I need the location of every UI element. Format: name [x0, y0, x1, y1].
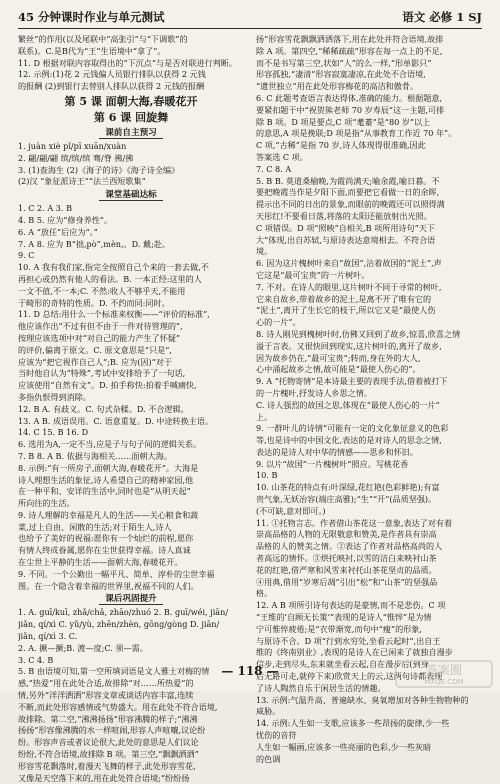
answer-line: 2. A. 撅—撅;B. 渡—度;C. 须—需。 — [18, 642, 148, 653]
answer-line: 4. B 5. 应为“修身养性”。 — [18, 214, 113, 225]
watermark-logo — [394, 659, 494, 689]
answer-line: 10. 山茶花的特点有:叶深绿,花红艳(色彩鲜艳);有富 — [256, 482, 440, 493]
section-heading-text: 课堂基础达标 — [99, 190, 163, 201]
answer-line: 感,“热爱”用在此处合适,故排除“对……所热爱”的 — [18, 678, 194, 689]
answer-line: 人生如一幅画,应该多一些亮丽的色彩,少一些灰暗 — [256, 741, 432, 752]
answer-line: 情,另外“洋洋洒洒”形容文章或谈话内容丰富,连续 — [18, 690, 194, 701]
answer-line: 6. 因为这片槐树叶来自“故国”,沾着故国的“泥土”,声 — [256, 258, 442, 269]
answer-line: 14. 示例:人生如一支歌,应该多一些昂扬的旋律,少一些 — [256, 718, 450, 729]
answer-line: 除 A 项。第四空,“稀稀疏疏”形容在每一点上的不足, — [256, 45, 443, 56]
lesson-title: 第 6 课 回旋舞 — [93, 110, 169, 124]
answer-line: 的意思,A 项是挽联;D 项是指“从事教育工作近 70 年”。 — [256, 128, 457, 139]
answer-line: 6. C 此题考查语言表达得体,准确的能力。根据题意, — [256, 92, 443, 103]
section-heading — [18, 593, 244, 606]
answer-line: 也给予了美好的祝福:愿你有一个灿烂的前程,愿你 — [18, 533, 194, 544]
answer-line: 答案选 C 项。 — [256, 151, 308, 162]
answer-line: 花的红艳,借严寒和风雪来衬托山茶花坚贞的品质。 — [256, 564, 437, 575]
answer-line: 形容雪花飘落时,着漫天飞舞的样子,此处形容雪花, — [18, 760, 196, 771]
answer-line: C. 诗人强烈的故国之思,体现在“最使人伤心的一片” — [256, 399, 440, 410]
answer-line: “王维的‘自顾无长策’”表现的是诗人“惟悴”是为情 — [256, 612, 432, 623]
answer-line: 扬”形容雪花飘飘洒洒落下,用在此处并符合语境,故排 — [256, 34, 444, 44]
section-heading-text: 课前自主预习 — [99, 128, 163, 139]
answer-line: 14. C 15. B 16. D — [18, 427, 89, 438]
answer-line: 12. B A. 有歧义。C. 句式杂糅。D. 不合逻辑。 — [18, 403, 189, 414]
answer-line: 它来自故乡,带着故乡的泥土,是离不开了唯有它的 — [256, 293, 432, 304]
answer-line: jiǎn, qí/xì C. yǔ/yù, zhēn/zhèn, gōng/gòng D. jiān/ — [18, 619, 220, 630]
section-heading — [18, 127, 244, 140]
answer-line: 1. juàn xiè pǐ/pī xuān/xuàn — [18, 140, 127, 151]
answer-line: 品格的人的赞美之情。②表达了作者对品格高尚的人 — [256, 541, 443, 552]
answer-line: 表达的是诗人对中华的情感——思乡和怀旧。 — [256, 446, 418, 457]
answer-line: 8. 诗人刚见到槐树叶时,仿佛又回到了故乡,惊喜,欣喜之情 — [256, 328, 461, 339]
answer-line: 所向往的生活。 — [18, 498, 75, 509]
answer-line: (2)汉 “象征派诗王”“法兰西短歌集” — [18, 176, 146, 187]
answer-line: 繁丝”的作用(以及尾联中“高张引”与“下调歌”的 — [18, 34, 188, 44]
answer-line: 多指仇恨得到消除。 — [18, 391, 91, 402]
answer-line: 应该为“把它视作自己人”;B. 应为(因)“对于 — [18, 356, 172, 367]
answer-line: C 项,“古稀”是指 70 岁,诗人体现得很准确,因此 — [256, 140, 426, 151]
answer-line: 7. A 8. 应为 B“拙,pò”,mèn,。D. 戴;赴。 — [18, 238, 170, 249]
answer-line: 9. 一群叶儿的诗情“可能有一定的文化象征意义的色彩 — [256, 423, 449, 434]
answer-line: ④用典,借用“岁寒后凋”引出“松”和“山茶”的坚强品 — [256, 576, 438, 587]
answer-line: 格。 — [256, 588, 273, 599]
answer-line: 1. A. guī/kuī, zhǎ/chǎ, zhāo/zhuó 2. B. guī/wéi, jiān/ — [18, 607, 229, 618]
answer-line: 11. D 根据对联内容取得出的“下沉点”与是否对联进行判断。 — [18, 57, 237, 68]
answer-line: 7. C 8. A — [256, 163, 292, 174]
answer-line: 6. 选用为A,一定不当,应是子与句子间的逻辑关系。 — [18, 439, 202, 450]
answer-line: 11. D 总结:用什么一个标准来权衡——“评价的标准”, — [18, 309, 210, 320]
answer-line: C 项错误。D 项“照映”自相关,B 项所用诗句“天下 — [256, 222, 435, 233]
answer-line: 的色调 — [256, 753, 281, 764]
answer-line: 信步,走到尽头,东来就坐看云起,自在漫步后(到身 — [256, 659, 429, 670]
answer-line: 当时他自认为“特殊”,考试中安排给予了一句话, — [18, 368, 186, 379]
answer-line: 与原诗不合。D 项“行到水穷处,坐看云起时”,出自王 — [256, 635, 441, 646]
watermark-text: 答案圈 — [425, 663, 463, 677]
section-heading-text: 课后巩固提升 — [99, 594, 163, 605]
answer-line: 11. ①托物言志。作者借山茶花这一意象,表达了对有着 — [256, 517, 453, 528]
answer-line: 威胁。 — [256, 706, 281, 717]
answer-line: 又像是天空落下来的,用在此处符合语境;“纷纷扬 — [18, 772, 190, 783]
answer-line: 12. 示例:(1)花 2 元钱偏人员银行排队以获得 2 元钱 — [18, 69, 206, 80]
answer-line: 按理应该选项中对“对自己的能力产生了怀疑” — [18, 332, 181, 343]
answer-line: 后无路可走,就停下来)欣赏天上的云,这两句诗都表现 — [256, 671, 443, 682]
answer-line: 联系)。C.是B代为“王”生语境中“拿了”。 — [18, 45, 166, 56]
subject-label: 语文 必修 1 SJ — [402, 10, 482, 24]
book-title: 45 分钟课时作业与单元测试 — [18, 10, 165, 24]
answer-line: (不可缺,意对即可。) — [256, 505, 326, 516]
answer-line: 9. 以片“故国”一片槐树叶”照应。写桃花香 — [256, 458, 409, 469]
answer-line: 10. A 我有我们家,指完全按照自己个来的一套去做,不 — [18, 262, 209, 273]
answer-line: 扬扬”形容像沸腾的水一样喧闹,形容人声喧嚷,议论纷 — [18, 725, 206, 736]
answer-line: 13. 示例:气温升高、普遍缺水、臭氧增加对各种生物物种的 — [256, 694, 469, 705]
answer-line: 大”体现,出自苏轼,与原诗表达意境相去。不符合语 — [256, 234, 436, 245]
answer-line: 12. A B 项所引诗句表达的是豪情,而不是悲伤。C 项 — [256, 600, 446, 611]
answer-line: 宁可惟悴疲倦;是“衣带渐宽,而句中“瘦”的形象, — [256, 623, 422, 634]
answer-line: 的一片槐叶,抒发诗人乡思之情。 — [256, 387, 372, 398]
answer-line: 诗人理想生活的象征,诗人希望自己的精神家园,他 — [18, 474, 194, 485]
answer-line: 再担心或仍然有他人的看法。B. 一本正经:这里的人 — [18, 273, 202, 284]
answer-line: 崇高品格的人物的无限敬意和赞美,是作者具有崇高 — [256, 529, 437, 540]
answer-line: 的评价,偏离于原文。C. 原文意思是“只是”, — [18, 344, 172, 355]
answer-line: 2. 翩/翩/翩 缤/缤/缤 骞/脊 拂/拂 — [18, 152, 134, 163]
answer-line: 应该使用“自然有文”。D. 拍手称快:拍着手喊痛快, — [18, 380, 197, 391]
answer-line: 上。 — [256, 411, 273, 422]
answer-line: 提示出不同的日出的景象,而眼前的晚霞还可以照得满 — [256, 199, 445, 210]
answer-line: 7. 不对。在诗人的眼里,这片树叶不同于寻常的树叶, — [256, 281, 442, 292]
page-number: — 118 — — [221, 664, 279, 678]
answer-line: 菜,过上自由、闲散的生活;对于陌生人,诗人 — [18, 521, 172, 532]
answer-line: 在一种平和、安详的生活中,同时也是“从明天起” — [18, 486, 191, 497]
answer-line: 境。 — [256, 246, 273, 257]
answer-line: 纷。形容声音或者议论很大,此处的意思是人们议论 — [18, 737, 199, 748]
answer-line: 它这是“最可宝贵”的一片树叶。 — [256, 269, 370, 280]
answer-line: 5. B 由语境可知,第一空所填词语是文人雅士对梅的情 — [18, 666, 210, 677]
answer-line: “遗世独立”用在此处形容梅花的高洁和傲骨。 — [256, 81, 419, 92]
watermark-url: MXQE.COM — [424, 678, 464, 686]
answer-line: 维的《终南别业》,表现的是诗人在已闲来了就独自漫步 — [256, 647, 453, 658]
answer-line: 了诗人陶然自乐于闲居生活的情趣。 — [256, 682, 386, 693]
answer-line: 3. C 4. B — [18, 654, 54, 665]
page-header — [18, 6, 482, 29]
answer-line: 形容孤独,“凄清”形容寂寞凄凉,在此处不合语境, — [256, 69, 426, 80]
answer-line: 一文不值,不一本;C. 不然:收人不够乎天,不能用 — [18, 285, 186, 296]
answer-line: 5. B B. 莫道桑榆晚,为霞尚满天;喻余霞,喻日暮。不 — [256, 175, 440, 186]
answer-line: 忧伤的音符 — [256, 730, 297, 741]
answer-line: 7. B 8. A B. 依据与海相关……面朝大海。 — [18, 450, 172, 461]
answer-line: 他应该作出“不过有但不由于一件对待管理的”, — [18, 321, 183, 332]
answer-line: “泥土”,离开了生长它的枝干,所以它又是“最使人伤 — [256, 305, 436, 316]
answer-line: 10. B — [256, 470, 278, 481]
right-column — [256, 34, 482, 765]
answer-line: 的报酬 (2)到银行去替别人排队以获得 2 元钱的报酬 — [18, 81, 205, 92]
lesson-title: 第 5 课 面朝大海,春暖花开 — [64, 94, 198, 108]
answer-line: 要紧扣题干中“祝贺熊老师 70 岁寿辰”这一主题,可排 — [256, 104, 445, 115]
answer-line: 纷纷,不符合语境,故排除 B 项。第三空,“飘飘洒洒” — [18, 749, 199, 760]
answer-line: 1. C 2. A 3. B — [18, 203, 73, 214]
answer-line: 8. 示例:“有一所房子,面朝大海,春暖花开”。大海是 — [18, 462, 199, 473]
answer-line: 在尘世上平静的生活——面朝大海,春暖花开。 — [18, 557, 183, 568]
answer-line: 要把晚霞当作是夕阳下面,而要把它看做一日的余晖, — [256, 187, 440, 198]
answer-line: 9. C — [18, 250, 35, 261]
answer-line: 于畸形的奇特的性质。D. 不约而同:同时。 — [18, 297, 170, 308]
answer-line: 贵气象,无妖冶容(端庄高雅);“生”“开”(品质坚强)。 — [256, 494, 437, 505]
answer-line: 除 B 项。D 项是要点,C 项“耄耋”是“80 岁”以上 — [256, 116, 431, 127]
answer-line: 9. 不同。一个公勤出一幅平凡、简单、淳朴的尘世幸福 — [18, 568, 215, 579]
answer-line: 等,也是诗中的中国文化,表达的是对诗人的思念之情, — [256, 435, 442, 446]
answer-line: 心的一片”。 — [256, 317, 301, 328]
answer-line: 心中涌起故乡之情,故可能是“最使人伤心的”。 — [256, 364, 421, 375]
answer-line: 因为故乡仍在,“最可宝贵”;转而,身在外的大人, — [256, 352, 421, 363]
answer-line: 6. A “放任”后应为“。” — [18, 226, 98, 237]
answer-line: 溢于言表。又很快回到现实,这片树叶的,离开了故乡, — [256, 340, 442, 351]
answer-line: 者高远的情怀。③烘托映衬,以雪的洁白来映衬山茶 — [256, 553, 437, 564]
answer-line: 图。在一个隐含着幸福的世界里,祝福不同的人们。 — [18, 580, 199, 591]
answer-line: 9. A “托物寄情”是本诗最主要的表现手法,借着被打下 — [256, 376, 448, 387]
answer-line: 9. 诗人理解的幸福是凡人的生活——关心粮食和蔬 — [18, 509, 199, 520]
answer-line: 有情人终成眷属,愿你在尘世获得幸福。诗人真诚 — [18, 545, 191, 556]
answer-line: 而不是书写第三空,状如“人”的么一样,“形单影只” — [256, 57, 432, 68]
answer-line: 3. (1)查海生 (2)《海子的诗》《海子诗全编》 — [18, 164, 180, 175]
answer-line: 不断,而此处形容感情或气势盛大。用在此处不符合语境, — [18, 701, 218, 712]
section-heading — [18, 189, 244, 202]
answer-line: 天彤红!不要看日落,将落的太阳还能放射出光照。 — [256, 210, 432, 221]
answer-line: jiǎn, qí/xì 3. C. — [18, 631, 78, 642]
answer-line: 13. A B. 成语误用。C. 语意重复。D. 中途转换主语。 — [18, 415, 213, 426]
answer-line: 故排除。第二空,“沸沸扬扬”形容沸腾的样子;“沸沸 — [18, 713, 198, 724]
